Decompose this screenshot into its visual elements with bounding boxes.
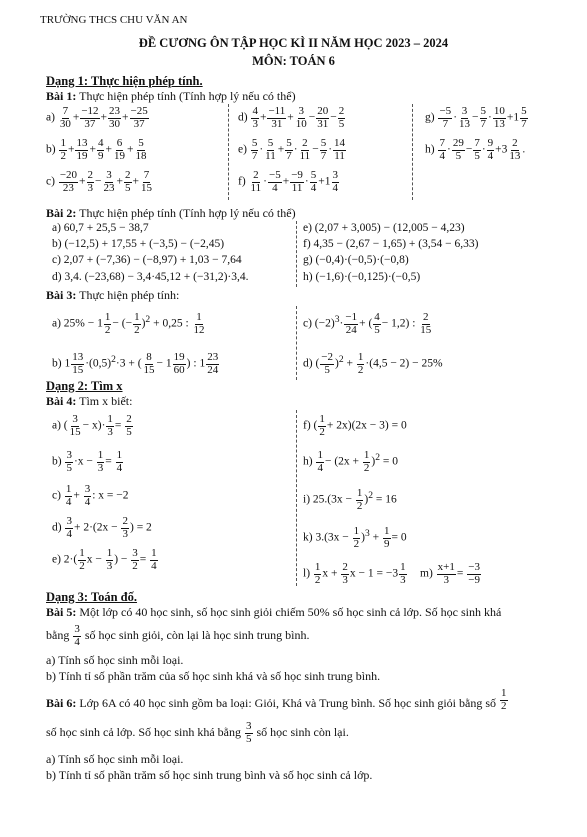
- bai4-heading: Bài 4: Tìm x biết:: [46, 394, 133, 408]
- bai1-item-e: e) $\frac{5}{7}$ · $\frac{5}{11}$ + $\frac{5}{7}$ · $\frac{2}{11}$ − $\frac{5}{7}$ · $\frac{14}{11}$: [238, 137, 346, 162]
- school-name: TRƯỜNG THCS CHU VĂN AN: [40, 14, 188, 26]
- column-divider: [296, 306, 297, 380]
- bai6-item-a: a) Tính số học sinh mỗi loại.: [46, 752, 184, 766]
- bai2-item-f: f) 4,35 − (2,67 − 1,65) + (3,54 − 6,33): [303, 238, 479, 250]
- bai3-item-c: c) $(-2)^3\cdot$ $\frac{-1}{24}$ + ( $\frac{4}{5}$ − 1,2) : $\frac{2}{15}$: [303, 311, 432, 336]
- bai2-heading: Bài 2: Thực hiện phép tính (Tính hợp lý nếu có thể): [46, 206, 296, 220]
- bai2-item-a: a) 60,7 + 25,5 − 38,7: [52, 222, 149, 234]
- bai4-item-m: m) $\frac{x+1}{3}$ = $\frac{-3}{-9}$: [420, 561, 480, 586]
- bai4-item-l: l) $\frac{1}{2}$ x + $\frac{2}{3}$ x − 1 = −3 $\frac{1}{3}$: [303, 561, 406, 586]
- document-title: ĐỀ CƯƠNG ÔN TẬP HỌC KÌ II NĂM HỌC 2023 – 2024: [138, 36, 449, 50]
- section-heading-dang3: Dạng 3: Toán đố.: [46, 590, 138, 604]
- bai4-item-a: a) ( $\frac{3}{15}$ − x)· $\frac{1}{3}$ = $\frac{2}{5}$: [52, 413, 132, 438]
- bai2-item-b: b) (−12,5) + 17,55 + (−3,5) − (−2,45): [52, 238, 225, 250]
- bai5-item-a: a) Tính số học sinh mỗi loại.: [46, 653, 184, 667]
- bai3-item-a: a) 25% − 1 $\frac{1}{2}$ − (− $\frac{1}{2}$ )$^2$ + 0,25 : $\frac{1}{12}$: [52, 311, 205, 336]
- bai1-item-a: a) $\frac{7}{30}$ + $\frac{-12}{37}$ + $\frac{23}{30}$ + $\frac{-25}{37}$: [46, 105, 148, 130]
- section-heading-dang2: Dạng 2: Tìm x: [46, 379, 123, 393]
- bai5-item-b: b) Tính tỉ số phần trăm của số học sinh khá và số học sinh trung bình.: [46, 669, 381, 683]
- bai4-item-h: h) $\frac{1}{4}$ − (2x + $\frac{1}{2}$ )$^2$ = 0: [303, 449, 399, 474]
- bai4-item-d: d) $\frac{3}{4}$ + 2·(2x − $\frac{2}{3}$ ) = 2: [52, 515, 152, 540]
- bai4-item-k: k) 3.(3x − $\frac{1}{2}$ )$^3$ + $\frac{1}{9}$ = 0: [303, 525, 407, 550]
- bai1-item-b: b) $\frac{1}{2}$ + $\frac{13}{19}$ + $\frac{4}{9}$ + $\frac{6}{19}$ + $\frac{5}{18}$: [46, 137, 147, 162]
- bai6-line2: số học sinh cả lớp. Số học sinh khá bằng $\frac{3}{5}$ số học sinh còn lại.: [46, 720, 349, 745]
- bai1-heading: Bài 1: Thực hiện phép tính (Tính hợp lý nếu có thể): [46, 89, 296, 103]
- bai4-item-c: c) $\frac{1}{4}$ + $\frac{3}{4}$ : x = −2: [52, 483, 129, 508]
- section-heading-dang1: Dạng 1: Thực hiện phép tính.: [46, 74, 203, 88]
- column-divider: [412, 104, 413, 200]
- bai3-item-d: d) ( $\frac{-2}{5}$ )$^2$ + $\frac{1}{2}$ ·(4,5 − 2) − 25%: [303, 351, 443, 376]
- bai4-item-f: f) ( $\frac{1}{2}$ + 2x)(2x − 3) = 0: [303, 413, 407, 438]
- bai1-item-d: d) $\frac{4}{3}$ + $\frac{-11}{31}$ + $\frac{3}{10}$ − $\frac{20}{31}$ − $\frac{2}{5}$: [238, 105, 345, 130]
- column-divider: [296, 410, 297, 586]
- bai1-item-h: h) $\frac{7}{4}$ · $\frac{29}{5}$ − $\frac{7}{5}$ · $\frac{9}{4}$ +3 $\frac{2}{13}$ .: [425, 137, 526, 162]
- document-subject: MÔN: TOÁN 6: [252, 54, 335, 68]
- column-divider: [296, 221, 297, 287]
- bai4-item-i: i) 25.(3x − $\frac{1}{2}$ )$^2$ = 16: [303, 487, 397, 512]
- bai2-item-c: c) 2,07 + (−7,36) − (−8,97) + 1,03 − 7,64: [52, 254, 242, 266]
- column-divider: [228, 104, 229, 200]
- bai1-item-g: g) $\frac{-5}{7}$ · $\frac{3}{13}$ − $\frac{5}{7}$ · $\frac{10}{13}$ +1 $\frac{5}{7}$: [425, 105, 527, 130]
- bai2-item-h: h) (−1,6)·(−0,125)·(−0,5): [303, 271, 421, 283]
- bai6-line1: Bài 6: Lớp 6A có 40 học sinh gồm ba loại: Giỏi, Khá và Trung bình. Số học sinh giỏi bằng số $\frac{1}{2}$: [46, 687, 507, 712]
- bai6-item-b: b) Tính tỉ số phần trăm số học sinh trung bình và số học sinh cả lớp.: [46, 768, 373, 782]
- bai5-line1: Bài 5: Một lớp có 40 học sinh, số học sinh giỏi chiếm 50% số học sinh cả lớp. Số học sinh khá: [46, 605, 502, 619]
- bai1-item-c: c) $\frac{-20}{23}$ + $\frac{2}{3}$ − $\frac{3}{23}$ + $\frac{2}{5}$ + $\frac{7}{15}$: [46, 169, 153, 194]
- bai1-item-f: f) $\frac{2}{11}$ · $\frac{-5}{4}$ + $\frac{-9}{11}$ · $\frac{5}{4}$ +1 $\frac{3}{4}$: [238, 169, 339, 194]
- bai4-item-b: b) $\frac{3}{5}$ ·x − $\frac{1}{3}$ = $\frac{1}{4}$: [52, 449, 123, 474]
- bai2-item-d: d) 3,4. (−23,68) − 3,4·45,12 + (−31,2)·3,4.: [52, 271, 249, 283]
- bai3-heading: Bài 3: Thực hiện phép tính:: [46, 288, 180, 302]
- bai3-item-b: b) 1 $\frac{13}{15}$ $\cdot(0,5)^2\cdot 3$ + ( $\frac{8}{15}$ − 1 $\frac{19}{60}$ ) : 1 $\frac{23}{24}$: [52, 351, 219, 376]
- bai2-item-e: e) (2,07 + 3,005) − (12,005 − 4,23): [303, 222, 465, 234]
- bai4-item-e: e) 2·( $\frac{1}{2}$ x − $\frac{1}{3}$ ) − $\frac{3}{2}$ = $\frac{1}{4}$: [52, 547, 157, 572]
- bai2-item-g: g) (−0,4)·(−0,5)·(−0,8): [303, 254, 409, 266]
- bai5-line2: bằng $\frac{3}{4}$ số học sinh giỏi, còn lại là học sinh trung bình.: [46, 623, 310, 648]
